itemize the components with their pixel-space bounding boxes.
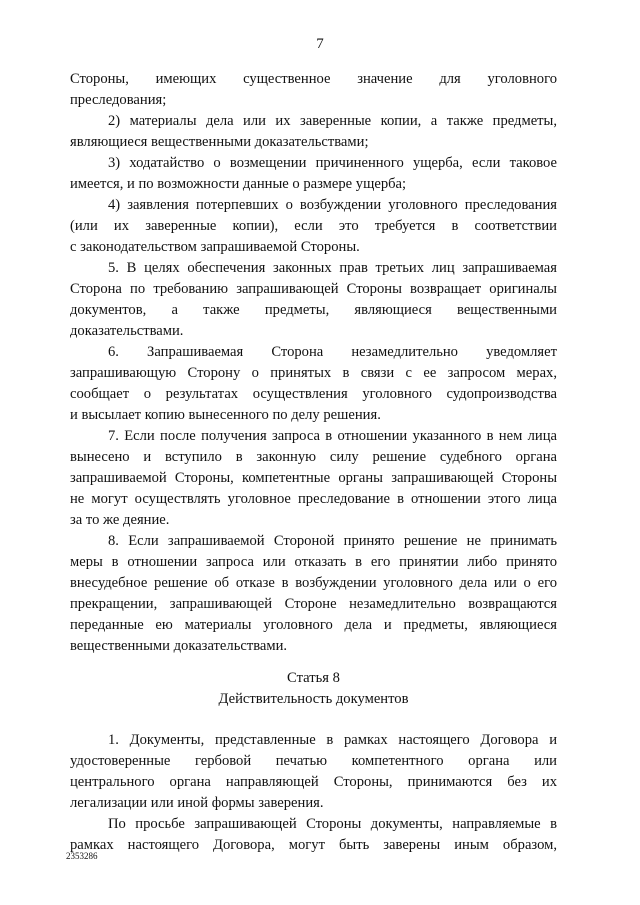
text-line: 7. Если после получения запроса в отношении указанного в нем лица <box>108 428 557 444</box>
article-number: Статья 8 <box>287 670 340 686</box>
text-line: с законодательством запрашиваемой Стороны. <box>70 239 360 255</box>
text-line: внесудебное решение об отказе в возбуждении уголовного дела или о его <box>70 575 557 591</box>
text-line: за то же деяние. <box>70 512 170 528</box>
text-line: вещественными доказательствами. <box>70 638 288 654</box>
page-number: 7 <box>316 36 324 52</box>
text-line: вынесено и вступило в законную силу решение судебного органа <box>70 449 557 465</box>
text-line: 5. В целях обеспечения законных прав третьих лиц запрашиваемая <box>108 260 557 276</box>
document-id: 2353286 <box>66 851 98 861</box>
text-line: 3) ходатайство о возмещении причиненного ущерба, если таковое <box>108 155 557 171</box>
text-line: документов, а также предметы, являющиеся вещественными <box>70 302 557 318</box>
text-line: легализации или иной формы заверения. <box>70 795 324 811</box>
text-line: удостоверенные гербовой печатью компетентного органа или <box>70 753 557 769</box>
text-line: сообщает о результатах осуществления уголовного судопроизводства <box>70 386 557 402</box>
text-line: доказательствами. <box>70 323 184 339</box>
text-line: преследования; <box>70 92 167 108</box>
text-line: Сторона по требованию запрашивающей Стороны возвращает оригиналы <box>70 281 557 297</box>
text-line: и высылает копию вынесенного по делу решения. <box>70 407 381 423</box>
text-line: являющиеся вещественными доказательствами; <box>70 134 369 150</box>
text-line: По просьбе запрашивающей Стороны документы, направляемые в <box>108 816 557 832</box>
text-line: рамках настоящего Договора, могут быть заверены иным образом, <box>70 837 557 853</box>
text-line: Стороны, имеющих существенное значение для уголовного <box>70 71 557 87</box>
document-body <box>70 69 557 856</box>
text-line: запрашивающую Сторону о принятых в связи с ее запросом мерах, <box>70 365 557 381</box>
text-line: не могут осуществлять уголовное преследование в отношении этого лица <box>70 491 557 507</box>
text-line: 8. Если запрашиваемой Стороной принято решение не принимать <box>108 533 557 549</box>
text-line: 2) материалы дела или их заверенные копии, а также предметы, <box>108 113 557 129</box>
text-line: 1. Документы, представленные в рамках настоящего Договора и <box>108 732 557 748</box>
text-line: имеется, и по возможности данные о размере ущерба; <box>70 176 407 192</box>
text-line: 6. Запрашиваемая Сторона незамедлительно уведомляет <box>108 344 557 360</box>
text-line: центрального органа направляющей Стороны, принимаются без их <box>70 774 557 790</box>
text-line: 4) заявления потерпевших о возбуждении уголовного преследования <box>108 197 557 213</box>
text-line: меры в отношении запроса или отказать в его принятии либо принято <box>70 554 557 570</box>
text-line: (или их заверенные копии), если это требуется в соответствии <box>70 218 557 234</box>
article-title: Действительность документов <box>218 691 409 707</box>
text-line: запрашиваемой Стороны, компетентные органы запрашивающей Стороны <box>70 470 557 486</box>
text-line: прекращении, запрашивающей Стороне незамедлительно возвращаются <box>70 596 557 612</box>
text-line: переданные ею материалы уголовного дела и предметы, являющиеся <box>70 617 557 633</box>
